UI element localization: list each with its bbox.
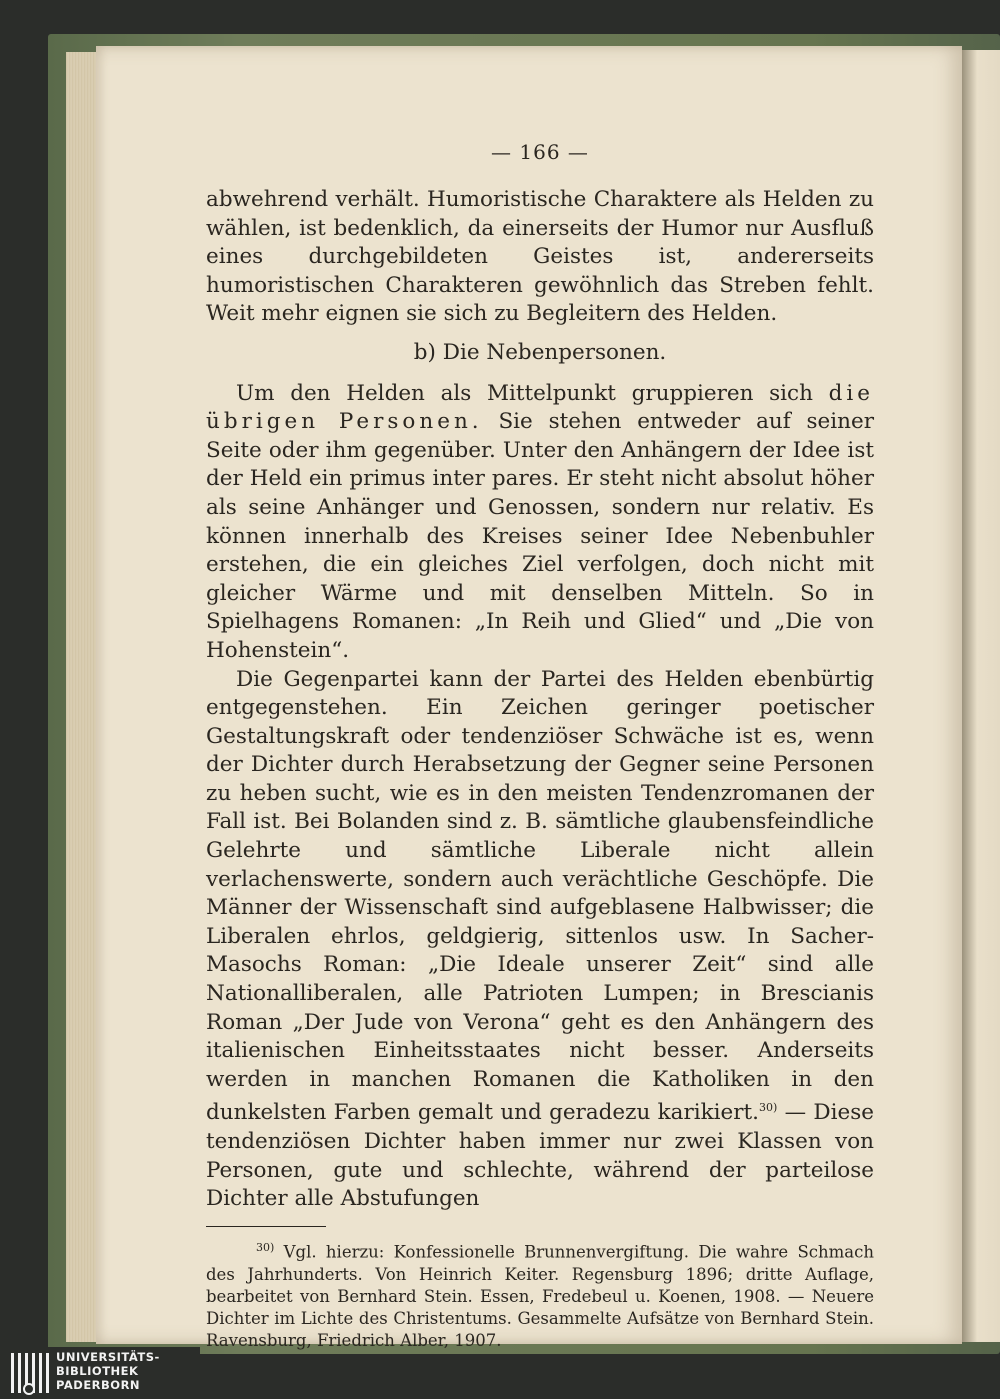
paragraph-gegenpartei — [206, 666, 874, 1214]
library-name-line: PADERBORN — [56, 1378, 141, 1392]
library-name-line: UNIVERSITÄTS- — [56, 1350, 160, 1364]
spaced-emphasis: die übrigen Personen. — [206, 380, 874, 435]
footnote-text: Vgl. hierzu: Konfessionelle Brunnenvergiftung. Die wahre Schmach des Jahrhunderts. Von Heinrich Keiter. Regensburg 1896; dritte Auflage, bearbeitet von Bernhard Stein. Essen, Fredebeul u. Koenen, 1908. — Neuere Dichter im Lichte des Christentums. Gesammelte Aufsätze von Bernhard Stein. Ravensburg, Friedrich Alber, 1907. — [206, 1242, 874, 1351]
university-library-mark-icon — [8, 1351, 50, 1395]
page-edges — [66, 52, 98, 1342]
footnote — [206, 1237, 874, 1353]
paragraph-text: Um den Helden als Mittelpunkt gruppieren sich — [236, 380, 813, 406]
library-name-line: BIBLIOTHEK — [56, 1364, 139, 1378]
section-heading: b) Die Nebenpersonen. — [413, 339, 667, 365]
facing-page-edge — [962, 50, 1000, 1342]
footnote-marker: 30) — [256, 1240, 275, 1254]
paragraph-nebenpersonen — [206, 380, 874, 666]
footnote-reference[interactable]: 30) — [759, 1101, 778, 1115]
footnote-divider — [206, 1226, 326, 1227]
page-text — [206, 140, 874, 1352]
opening-paragraph: abwehrend verhält. Humoristische Charaktere als Helden zu wählen, ist bedenklich, da einerseits der Humor nur Ausfluß eines durchgebildeten Geistes ist, andererseits humoristischen Charakteren gewöhnlich das Streben fehlt. Weit mehr eignen sie sich zu Begleitern des Helden. — [206, 187, 874, 327]
library-name — [56, 1350, 160, 1392]
paragraph-text: Die Gegenpartei kann der Partei des Helden ebenbürtig entgegenstehen. Ein Zeichen geringer poetischer Gestaltungskraft oder tendenziöser Schwäche ist es, wenn der Dichter durch Herabsetzung der Gegner seine Personen zu heben sucht, wie es in den meisten Tendenzromanen der Fall ist. Bei Bolanden sind z. B. sämtliche glaubensfeindliche Gelehrte und sämtliche Liberale nicht allein verlachenswerte, sondern auch verächtliche Geschöpfe. Die Männer der Wissenschaft sind aufgeblasene Halbwisser; die Liberalen ehrlos, geldgierig, sittenlos usw. In Sacher-Masochs Roman: „Die Ideale unserer Zeit“ sind alle Nationalliberalen, alle Patrioten Lumpen; in Brescianis Roman „Der Jude von Verona“ geht es den Anhängern des italienischen Einheitsstaates nicht besser. Anderseits werden in manchen Romanen die Katholiken in den dunkelsten Farben gemalt und geradezu karikiert. — [206, 666, 874, 1126]
paragraph-text: Sie stehen entweder auf seiner Seite oder ihm gegenüber. Unter den Anhängern der Idee ist der Held ein primus inter pares. Er steht nicht absolut höher als seine Anhänger und Genossen, sondern nur relativ. Es können innerhalb des Kreises seiner Idee Nebenbuhler erstehen, die ein gleiches Ziel verfolgen, doch nicht mit gleicher Wärme und mit denselben Mitteln. So in Spielhagens Romanen: „In Reih und Glied“ und „Die von Hohenstein“. — [206, 409, 875, 663]
page-number: — 166 — — [491, 140, 589, 164]
paragraph-text: — Diese tendenziösen Dichter haben immer nur zwei Klassen von Personen, gute und schlechte, während der parteilose Dichter alle Abstufungen — [206, 1100, 874, 1212]
library-logo — [0, 1347, 200, 1399]
